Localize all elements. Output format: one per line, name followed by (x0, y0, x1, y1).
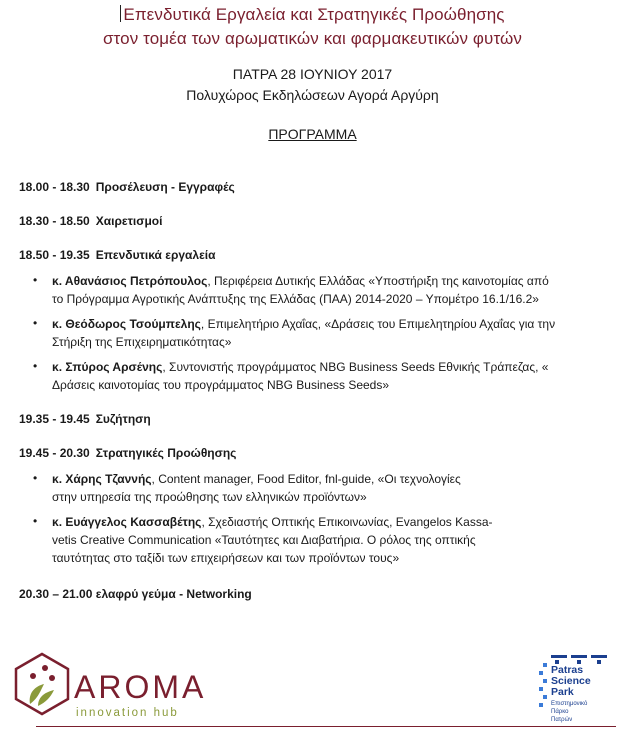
speaker-desc-line2: το Πρόγραμμα Αγροτικής Ανάπτυξης της Ελλάδας (ΠΑΑ) 2014-2020 – Υπομέτρο 16.1/16.2» (52, 292, 539, 306)
speaker-name: κ. Ευάγγελος Κασσαβέτης (52, 515, 202, 529)
speaker-desc-line1: , Περιφέρεια Δυτικής Ελλάδας «Υποστήριξη της καινοτομίας από (207, 274, 549, 288)
speaker-desc-line3: ταυτότητας στο ταξίδι των επιχειρήσεων και των προϊόντων τους» (52, 551, 400, 565)
speaker-desc-line2: στην υπηρεσία της προώθησης των ελληνικών προϊόντων» (52, 490, 367, 504)
patras-science-park-logo (537, 653, 619, 725)
schedule-item (19, 412, 151, 426)
psp-line3: Park (551, 686, 574, 698)
schedule-time: 18.00 - 18.30 (19, 180, 90, 194)
schedule-time: 19.45 - 20.30 (19, 446, 90, 460)
schedule-item (19, 248, 216, 262)
speaker-name: κ. Σπύρος Αρσένης (52, 360, 163, 374)
schedule-title: ελαφρύ γεύμα - Networking (95, 587, 252, 601)
speaker-item (52, 315, 612, 351)
schedule-time: 18.50 - 19.35 (19, 248, 90, 262)
psp-mark-icon (551, 655, 607, 664)
speaker-item (52, 358, 612, 394)
aroma-dot-icon (30, 673, 36, 679)
speaker-desc-line1: , Επιμελητήριο Αχαΐας, «Δράσεις του Επιμελητηρίου Αχαΐας για την (200, 317, 556, 331)
speaker-desc-line1: , Content manager, Food Editor, fnl-guide, «Οι τεχνολογίες (151, 472, 461, 486)
schedule-item (19, 446, 236, 460)
speaker-name: κ. Θεόδωρος Τσούμπελης (52, 317, 201, 331)
speaker-desc-line2: Δράσεις καινοτομίας του προγράμματος NBG Business Seeds» (52, 378, 390, 392)
psp-sub2: Πάρκο (551, 709, 569, 715)
bullet-icon: • (33, 471, 38, 485)
schedule-time: 18.30 - 18.50 (19, 214, 90, 228)
psp-line1: Patras (551, 664, 584, 676)
schedule-title: Χαιρετισμοί (95, 214, 163, 228)
aroma-subtitle: innovation hub (76, 707, 179, 719)
bullet-icon: • (33, 316, 38, 330)
speaker-desc-line2: Στήριξη της Επιχειρηματικότητας» (52, 335, 232, 349)
schedule-item (19, 180, 235, 194)
event-date: ΠΑΤΡΑ 28 ΙΟΥΝΙΟΥ 2017 (232, 66, 393, 82)
footer-divider (36, 726, 616, 727)
title-line-2: στον τομέα των αρωματικών και φαρμακευτικών φυτών (102, 29, 523, 48)
speaker-desc-line1: , Συντονιστής προγράμματος NBG Business Seeds Εθνικής Τράπεζας, « (162, 360, 549, 374)
aroma-dot-icon (42, 665, 48, 671)
speaker-desc-line1: , Σχεδιαστής Οπτικής Επικοινωνίας, Evangelos Kassa- (201, 515, 493, 529)
psp-squares-icon (539, 663, 547, 707)
schedule-time: 19.35 - 19.45 (19, 412, 90, 426)
title-line-1-text: Επενδυτικά Εργαλεία και Στρατηγικές Προώθησης (123, 5, 505, 24)
schedule-item (19, 587, 252, 601)
bullet-icon: • (33, 359, 38, 373)
schedule-time: 20.30 – 21.00 (19, 587, 93, 601)
title-line-1 (0, 4, 625, 26)
speaker-name: κ. Αθανάσιος Πετρόπουλος (52, 274, 208, 288)
schedule-item (19, 214, 162, 228)
bullet-icon: • (33, 273, 38, 287)
speaker-item (52, 272, 612, 308)
aroma-logo (8, 650, 208, 726)
aroma-wordmark: AROMA (74, 669, 207, 705)
speaker-item (52, 470, 612, 506)
schedule-title: Στρατηγικές Προώθησης (95, 446, 237, 460)
schedule-title: Επενδυτικά εργαλεία (95, 248, 216, 262)
aroma-dot-icon (49, 675, 55, 681)
speaker-name: κ. Χάρης Τζαννής (52, 472, 152, 486)
bullet-icon: • (33, 514, 38, 528)
event-venue: Πολυχώρος Εκδηλώσεων Αγορά Αργύρη (186, 87, 439, 103)
psp-sub3: Πατρών (551, 717, 573, 723)
speaker-desc-line2: vetis Creative Communication «Ταυτότητες και Διαβατήρια. Ο ρόλος της οπτικής (52, 533, 476, 547)
program-heading: ΠΡΟΓΡΑΜΜΑ (268, 126, 357, 142)
speaker-item (52, 513, 612, 567)
psp-sub1: Επιστημονικό (551, 701, 588, 707)
schedule-title: Προσέλευση - Εγγραφές (95, 180, 235, 194)
schedule-title: Συζήτηση (95, 412, 151, 426)
aroma-hexagon-icon (16, 654, 68, 714)
aroma-leaf-icon (38, 690, 54, 706)
text-cursor (120, 5, 121, 22)
psp-line2: Science (551, 675, 591, 687)
